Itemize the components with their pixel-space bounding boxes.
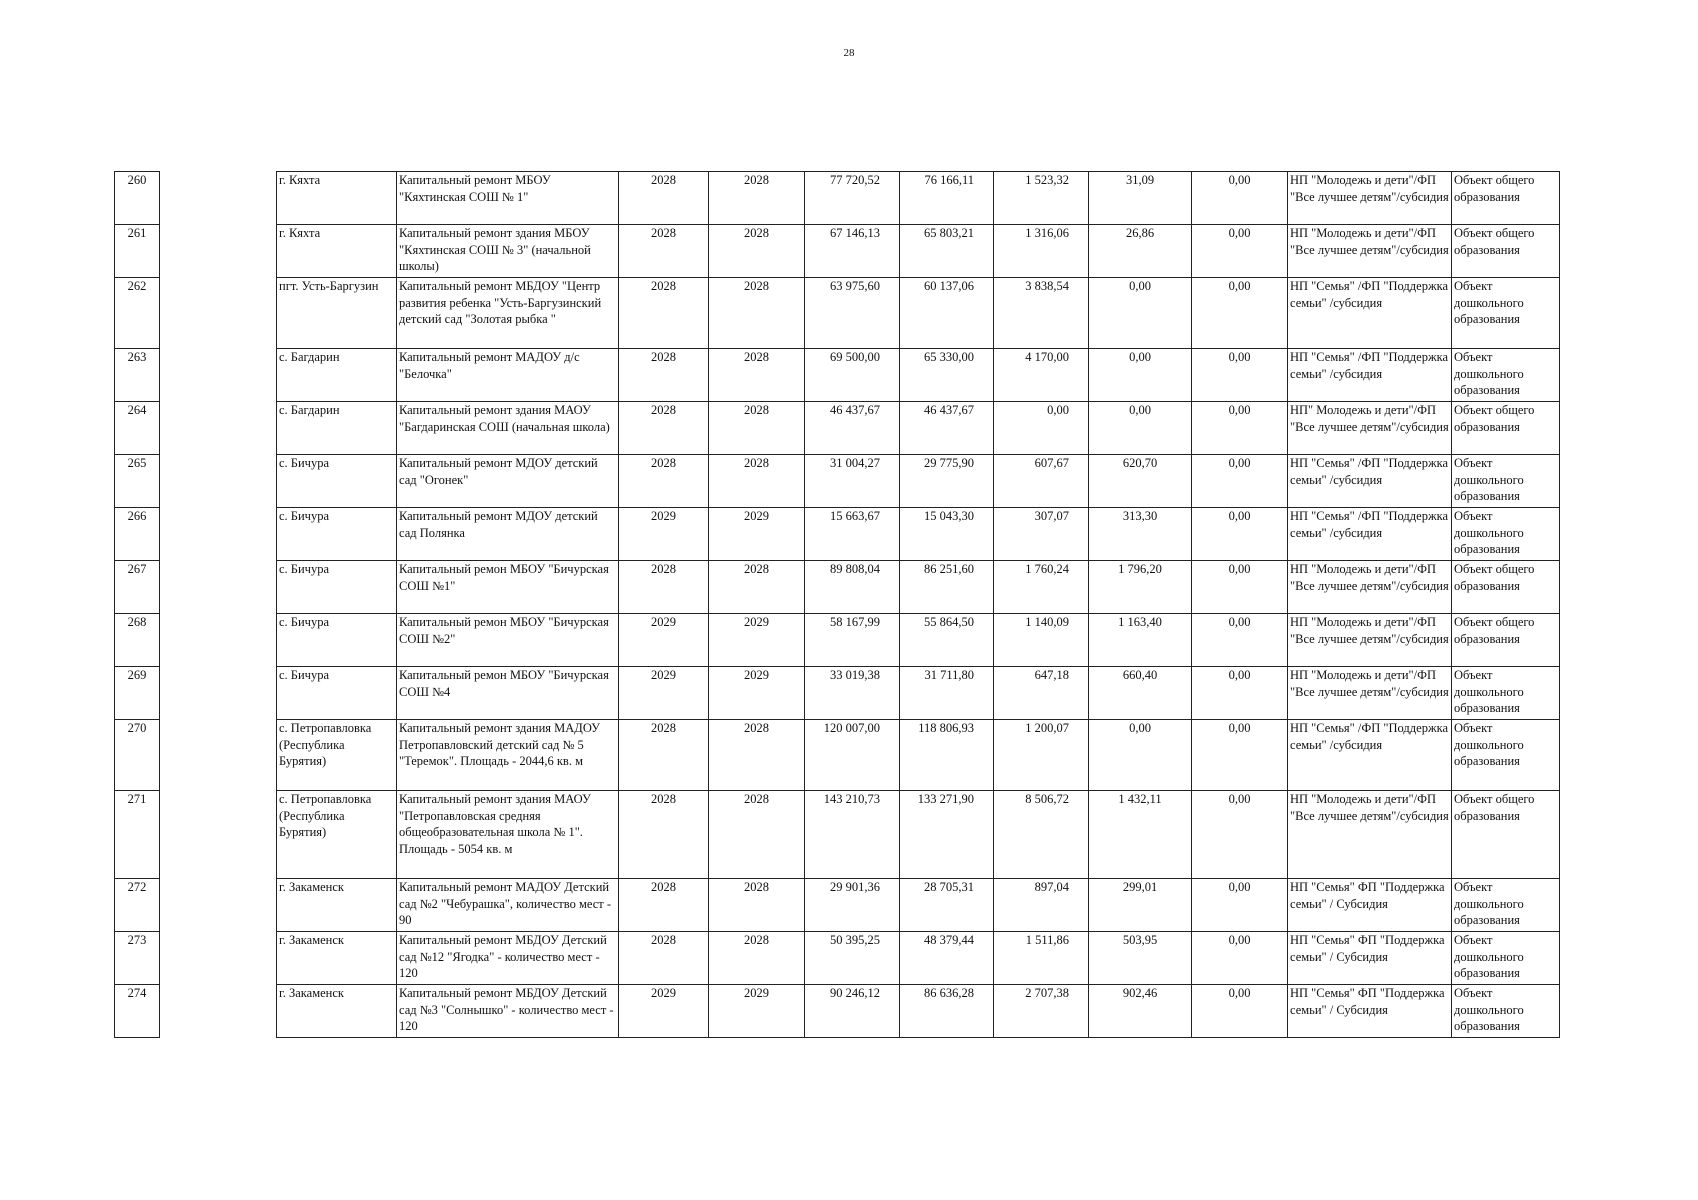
program-cell: НП "Молодежь и дети"/ФП "Все лучшее детям"/субсидия (1288, 614, 1452, 667)
start-year-cell: 2028 (619, 225, 709, 278)
empty-column-cell (160, 879, 277, 932)
federal-amount-cell: 55 864,50 (900, 614, 994, 667)
empty-column-cell (160, 349, 277, 402)
row-number-cell: 261 (115, 225, 160, 278)
object-description-cell: Капитальный ремонт здания МАОУ "Багдаринская СОШ (начальная школа) (397, 402, 619, 455)
regional-amount-cell: 607,67 (994, 455, 1089, 508)
other-amount-cell: 0,00 (1192, 508, 1288, 561)
start-year-cell: 2028 (619, 172, 709, 225)
empty-column-cell (160, 402, 277, 455)
local-amount-cell: 299,01 (1089, 879, 1192, 932)
federal-amount-cell: 29 775,90 (900, 455, 994, 508)
federal-amount-cell: 76 166,11 (900, 172, 994, 225)
program-cell: НП "Семья" /ФП "Поддержка семьи" /субсидия (1288, 278, 1452, 349)
federal-amount-cell: 46 437,67 (900, 402, 994, 455)
object-description-cell: Капитальный ремонт здания МАДОУ Петропавловский детский сад № 5 "Теремок". Площадь - 2044,6 кв. м (397, 720, 619, 791)
program-cell: НП "Молодежь и дети"/ФП "Все лучшее детям"/субсидия (1288, 561, 1452, 614)
object-type-cell: Объект общего образования (1452, 172, 1560, 225)
table-row (115, 720, 1560, 791)
location-cell: пгт. Усть-Баргузин (277, 278, 397, 349)
other-amount-cell: 0,00 (1192, 561, 1288, 614)
location-cell: с. Багдарин (277, 402, 397, 455)
location-cell: с. Бичура (277, 455, 397, 508)
object-description-cell: Капитальный ремонт МДОУ детский сад Полянка (397, 508, 619, 561)
total-amount-cell: 29 901,36 (805, 879, 900, 932)
start-year-cell: 2029 (619, 508, 709, 561)
federal-amount-cell: 31 711,80 (900, 667, 994, 720)
federal-amount-cell: 48 379,44 (900, 932, 994, 985)
federal-amount-cell: 118 806,93 (900, 720, 994, 791)
program-cell: НП "Семья" ФП "Поддержка семьи" / Субсидия (1288, 879, 1452, 932)
table-row (115, 932, 1560, 985)
federal-amount-cell: 86 251,60 (900, 561, 994, 614)
table-row (115, 172, 1560, 225)
regional-amount-cell: 0,00 (994, 402, 1089, 455)
start-year-cell: 2029 (619, 985, 709, 1038)
federal-amount-cell: 65 330,00 (900, 349, 994, 402)
regional-amount-cell: 307,07 (994, 508, 1089, 561)
end-year-cell: 2028 (709, 349, 805, 402)
program-cell: НП "Семья" /ФП "Поддержка семьи" /субсидия (1288, 720, 1452, 791)
object-type-cell: Объект общего образования (1452, 402, 1560, 455)
end-year-cell: 2028 (709, 402, 805, 455)
object-description-cell: Капитальный ремон МБОУ "Бичурская СОШ №1" (397, 561, 619, 614)
object-description-cell: Капитальный ремонт здания МАОУ "Петропавловская средняя общеобразовательная школа № 1". Площадь - 5054 кв. м (397, 791, 619, 879)
object-description-cell: Капитальный ремонт МБДОУ "Центр развития ребенка "Усть-Баргузинский детский сад "Золотая рыбка " (397, 278, 619, 349)
local-amount-cell: 1 796,20 (1089, 561, 1192, 614)
object-type-cell: Объект общего образования (1452, 791, 1560, 879)
federal-amount-cell: 133 271,90 (900, 791, 994, 879)
capital-repair-table (114, 171, 1560, 1038)
local-amount-cell: 1 163,40 (1089, 614, 1192, 667)
other-amount-cell: 0,00 (1192, 720, 1288, 791)
regional-amount-cell: 1 316,06 (994, 225, 1089, 278)
regional-amount-cell: 1 760,24 (994, 561, 1089, 614)
location-cell: г. Закаменск (277, 985, 397, 1038)
object-description-cell: Капитальный ремон МБОУ "Бичурская СОШ №4 (397, 667, 619, 720)
row-number-cell: 262 (115, 278, 160, 349)
location-cell: г. Кяхта (277, 172, 397, 225)
table-row (115, 985, 1560, 1038)
location-cell: г. Закаменск (277, 932, 397, 985)
end-year-cell: 2028 (709, 225, 805, 278)
empty-column-cell (160, 791, 277, 879)
program-cell: НП "Семья" /ФП "Поддержка семьи" /субсидия (1288, 349, 1452, 402)
table-row (115, 561, 1560, 614)
local-amount-cell: 503,95 (1089, 932, 1192, 985)
start-year-cell: 2028 (619, 720, 709, 791)
start-year-cell: 2028 (619, 932, 709, 985)
federal-amount-cell: 65 803,21 (900, 225, 994, 278)
location-cell: с. Багдарин (277, 349, 397, 402)
row-number-cell: 264 (115, 402, 160, 455)
other-amount-cell: 0,00 (1192, 879, 1288, 932)
program-cell: НП "Семья" /ФП "Поддержка семьи" /субсидия (1288, 508, 1452, 561)
regional-amount-cell: 1 523,32 (994, 172, 1089, 225)
table-row (115, 508, 1560, 561)
federal-amount-cell: 15 043,30 (900, 508, 994, 561)
total-amount-cell: 67 146,13 (805, 225, 900, 278)
total-amount-cell: 46 437,67 (805, 402, 900, 455)
end-year-cell: 2028 (709, 720, 805, 791)
other-amount-cell: 0,00 (1192, 985, 1288, 1038)
regional-amount-cell: 1 140,09 (994, 614, 1089, 667)
end-year-cell: 2028 (709, 172, 805, 225)
program-cell: НП" Молодежь и дети"/ФП "Все лучшее детям"/субсидия (1288, 402, 1452, 455)
location-cell: с. Петропавловка (Республика Бурятия) (277, 791, 397, 879)
other-amount-cell: 0,00 (1192, 791, 1288, 879)
table-row (115, 402, 1560, 455)
total-amount-cell: 120 007,00 (805, 720, 900, 791)
start-year-cell: 2028 (619, 879, 709, 932)
table-row (115, 455, 1560, 508)
object-type-cell: Объект дошкольного образования (1452, 278, 1560, 349)
object-type-cell: Объект дошкольного образования (1452, 508, 1560, 561)
start-year-cell: 2029 (619, 667, 709, 720)
end-year-cell: 2028 (709, 791, 805, 879)
empty-column-cell (160, 508, 277, 561)
object-type-cell: Объект дошкольного образования (1452, 720, 1560, 791)
row-number-cell: 266 (115, 508, 160, 561)
other-amount-cell: 0,00 (1192, 932, 1288, 985)
program-cell: НП "Семья" ФП "Поддержка семьи" / Субсидия (1288, 985, 1452, 1038)
object-description-cell: Капитальный ремонт МДОУ детский сад "Огонек" (397, 455, 619, 508)
local-amount-cell: 31,09 (1089, 172, 1192, 225)
regional-amount-cell: 647,18 (994, 667, 1089, 720)
local-amount-cell: 620,70 (1089, 455, 1192, 508)
regional-amount-cell: 4 170,00 (994, 349, 1089, 402)
local-amount-cell: 660,40 (1089, 667, 1192, 720)
object-type-cell: Объект общего образования (1452, 561, 1560, 614)
total-amount-cell: 58 167,99 (805, 614, 900, 667)
total-amount-cell: 15 663,67 (805, 508, 900, 561)
regional-amount-cell: 2 707,38 (994, 985, 1089, 1038)
table-row (115, 791, 1560, 879)
empty-column-cell (160, 455, 277, 508)
empty-column-cell (160, 720, 277, 791)
table-row (115, 278, 1560, 349)
empty-column-cell (160, 225, 277, 278)
other-amount-cell: 0,00 (1192, 667, 1288, 720)
regional-amount-cell: 3 838,54 (994, 278, 1089, 349)
end-year-cell: 2029 (709, 508, 805, 561)
total-amount-cell: 31 004,27 (805, 455, 900, 508)
regional-amount-cell: 897,04 (994, 879, 1089, 932)
program-cell: НП "Молодежь и дети"/ФП "Все лучшее детям"/субсидия (1288, 225, 1452, 278)
object-description-cell: Капитальный ремонт МАДОУ Детский сад №2 "Чебурашка", количество мест - 90 (397, 879, 619, 932)
total-amount-cell: 143 210,73 (805, 791, 900, 879)
row-number-cell: 265 (115, 455, 160, 508)
row-number-cell: 263 (115, 349, 160, 402)
row-number-cell: 274 (115, 985, 160, 1038)
total-amount-cell: 89 808,04 (805, 561, 900, 614)
object-type-cell: Объект общего образования (1452, 614, 1560, 667)
other-amount-cell: 0,00 (1192, 278, 1288, 349)
location-cell: г. Закаменск (277, 879, 397, 932)
start-year-cell: 2028 (619, 402, 709, 455)
table-row (115, 667, 1560, 720)
start-year-cell: 2029 (619, 614, 709, 667)
object-type-cell: Объект дошкольного образования (1452, 667, 1560, 720)
total-amount-cell: 50 395,25 (805, 932, 900, 985)
empty-column-cell (160, 172, 277, 225)
end-year-cell: 2028 (709, 932, 805, 985)
object-description-cell: Капитальный ремонт МБОУ "Кяхтинская СОШ № 1" (397, 172, 619, 225)
total-amount-cell: 90 246,12 (805, 985, 900, 1038)
program-cell: НП "Семья" /ФП "Поддержка семьи" /субсидия (1288, 455, 1452, 508)
empty-column-cell (160, 985, 277, 1038)
row-number-cell: 269 (115, 667, 160, 720)
other-amount-cell: 0,00 (1192, 349, 1288, 402)
start-year-cell: 2028 (619, 791, 709, 879)
object-description-cell: Капитальный ремонт МБДОУ Детский сад №3 "Солнышко" - количество мест - 120 (397, 985, 619, 1038)
regional-amount-cell: 8 506,72 (994, 791, 1089, 879)
row-number-cell: 270 (115, 720, 160, 791)
table-row (115, 614, 1560, 667)
end-year-cell: 2028 (709, 879, 805, 932)
start-year-cell: 2028 (619, 561, 709, 614)
local-amount-cell: 902,46 (1089, 985, 1192, 1038)
object-description-cell: Капитальный ремонт МАДОУ д/с "Белочка" (397, 349, 619, 402)
object-description-cell: Капитальный ремон МБОУ "Бичурская СОШ №2" (397, 614, 619, 667)
object-type-cell: Объект общего образования (1452, 225, 1560, 278)
table-row (115, 879, 1560, 932)
empty-column-cell (160, 667, 277, 720)
end-year-cell: 2028 (709, 278, 805, 349)
row-number-cell: 268 (115, 614, 160, 667)
local-amount-cell: 0,00 (1089, 278, 1192, 349)
other-amount-cell: 0,00 (1192, 614, 1288, 667)
object-type-cell: Объект дошкольного образования (1452, 985, 1560, 1038)
empty-column-cell (160, 932, 277, 985)
row-number-cell: 271 (115, 791, 160, 879)
program-cell: НП "Семья" ФП "Поддержка семьи" / Субсидия (1288, 932, 1452, 985)
local-amount-cell: 1 432,11 (1089, 791, 1192, 879)
location-cell: с. Бичура (277, 561, 397, 614)
end-year-cell: 2029 (709, 614, 805, 667)
empty-column-cell (160, 278, 277, 349)
local-amount-cell: 313,30 (1089, 508, 1192, 561)
program-cell: НП "Молодежь и дети"/ФП "Все лучшее детям"/субсидия (1288, 667, 1452, 720)
table-body (115, 172, 1560, 1038)
regional-amount-cell: 1 511,86 (994, 932, 1089, 985)
federal-amount-cell: 28 705,31 (900, 879, 994, 932)
location-cell: с. Бичура (277, 508, 397, 561)
local-amount-cell: 26,86 (1089, 225, 1192, 278)
other-amount-cell: 0,00 (1192, 225, 1288, 278)
row-number-cell: 273 (115, 932, 160, 985)
program-cell: НП "Молодежь и дети"/ФП "Все лучшее детям"/субсидия (1288, 791, 1452, 879)
local-amount-cell: 0,00 (1089, 720, 1192, 791)
location-cell: с. Петропавловка (Республика Бурятия) (277, 720, 397, 791)
empty-column-cell (160, 561, 277, 614)
start-year-cell: 2028 (619, 349, 709, 402)
program-cell: НП "Молодежь и дети"/ФП "Все лучшее детям"/субсидия (1288, 172, 1452, 225)
total-amount-cell: 63 975,60 (805, 278, 900, 349)
object-description-cell: Капитальный ремонт МБДОУ Детский сад №12 "Ягодка" - количество мест - 120 (397, 932, 619, 985)
location-cell: с. Бичура (277, 614, 397, 667)
object-description-cell: Капитальный ремонт здания МБОУ "Кяхтинская СОШ № 3" (начальной школы) (397, 225, 619, 278)
other-amount-cell: 0,00 (1192, 455, 1288, 508)
table-row (115, 225, 1560, 278)
object-type-cell: Объект дошкольного образования (1452, 932, 1560, 985)
location-cell: с. Бичура (277, 667, 397, 720)
total-amount-cell: 33 019,38 (805, 667, 900, 720)
local-amount-cell: 0,00 (1089, 402, 1192, 455)
end-year-cell: 2029 (709, 985, 805, 1038)
start-year-cell: 2028 (619, 455, 709, 508)
location-cell: г. Кяхта (277, 225, 397, 278)
object-type-cell: Объект дошкольного образования (1452, 455, 1560, 508)
row-number-cell: 260 (115, 172, 160, 225)
end-year-cell: 2028 (709, 455, 805, 508)
federal-amount-cell: 60 137,06 (900, 278, 994, 349)
empty-column-cell (160, 614, 277, 667)
object-type-cell: Объект дошкольного образования (1452, 879, 1560, 932)
end-year-cell: 2029 (709, 667, 805, 720)
table-row (115, 349, 1560, 402)
other-amount-cell: 0,00 (1192, 172, 1288, 225)
local-amount-cell: 0,00 (1089, 349, 1192, 402)
row-number-cell: 267 (115, 561, 160, 614)
object-type-cell: Объект дошкольного образования (1452, 349, 1560, 402)
page-number: 28 (843, 47, 855, 59)
other-amount-cell: 0,00 (1192, 402, 1288, 455)
row-number-cell: 272 (115, 879, 160, 932)
total-amount-cell: 77 720,52 (805, 172, 900, 225)
total-amount-cell: 69 500,00 (805, 349, 900, 402)
end-year-cell: 2028 (709, 561, 805, 614)
regional-amount-cell: 1 200,07 (994, 720, 1089, 791)
federal-amount-cell: 86 636,28 (900, 985, 994, 1038)
start-year-cell: 2028 (619, 278, 709, 349)
